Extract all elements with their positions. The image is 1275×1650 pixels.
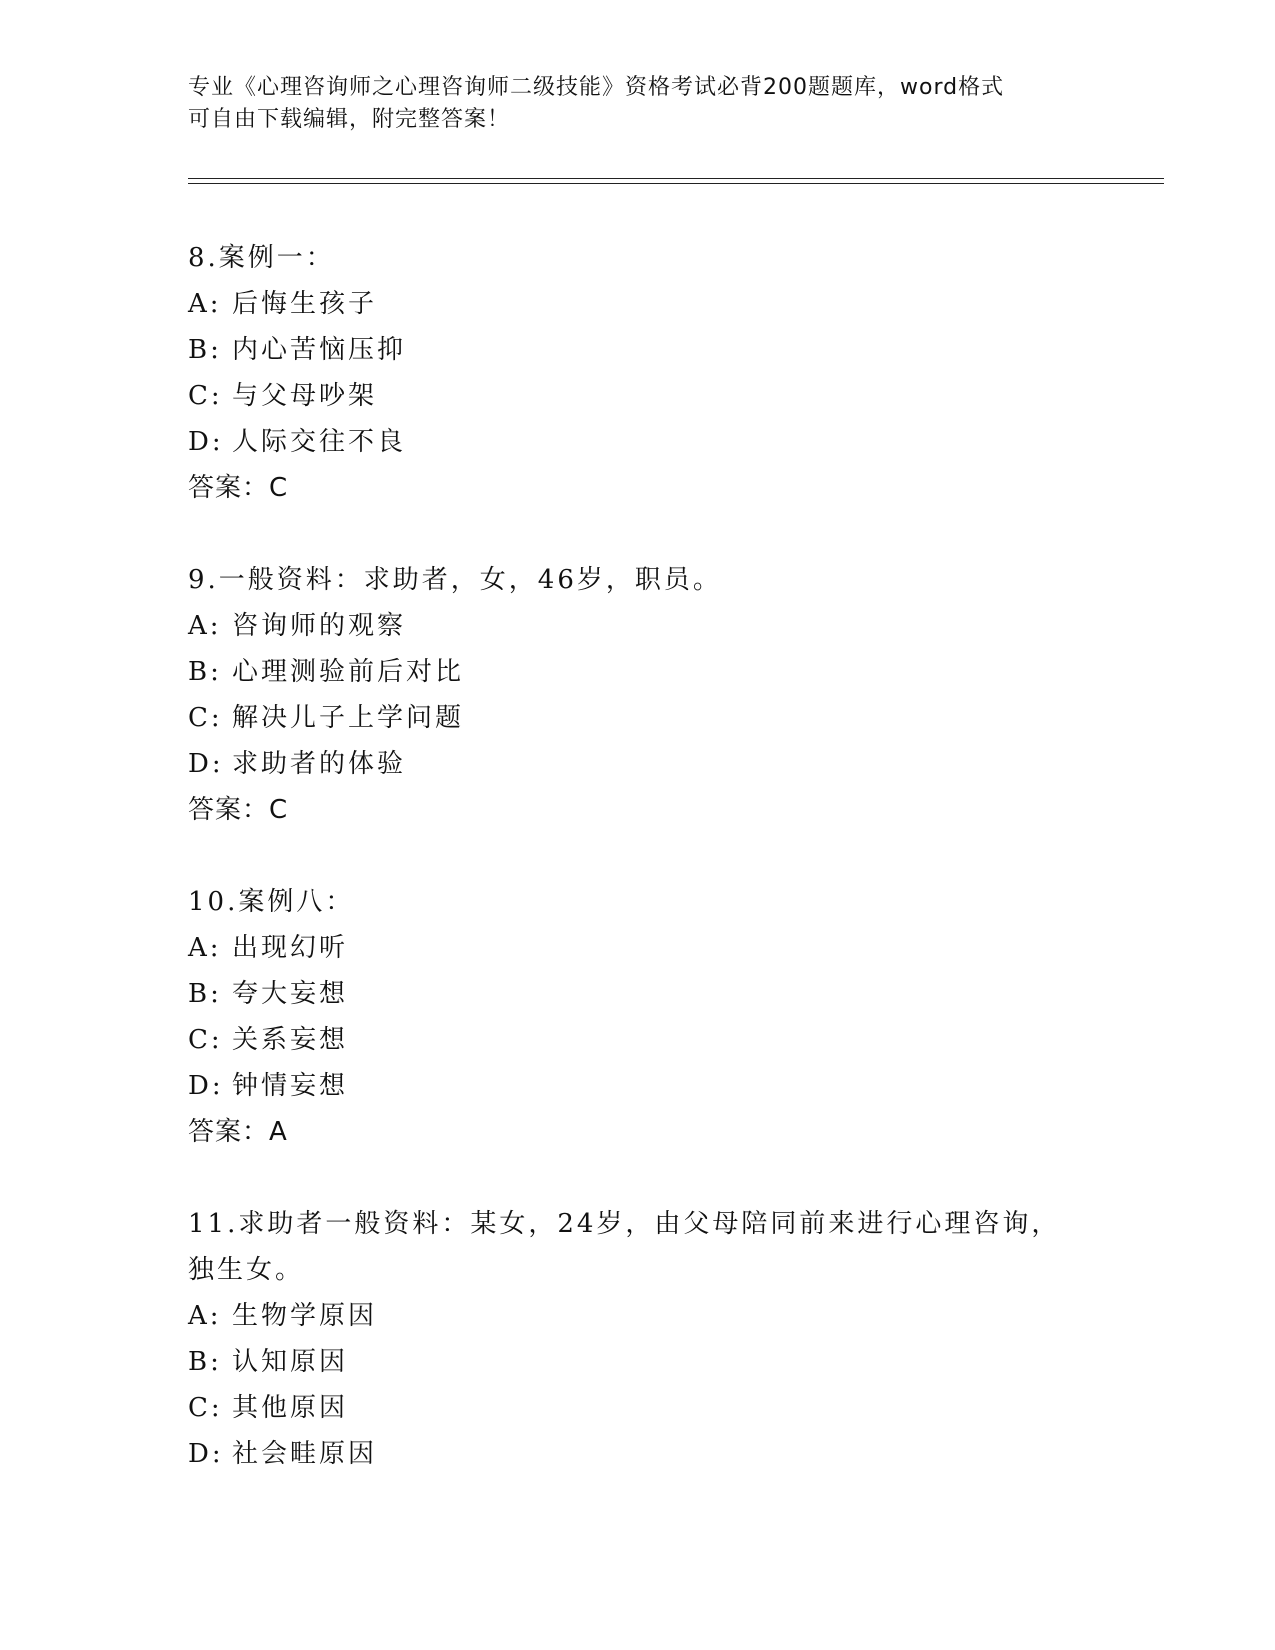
header-divider-top — [188, 178, 1164, 179]
option-text: 人际交往不良 — [232, 427, 407, 457]
option-text: 后悔生孩子 — [232, 289, 378, 319]
option-text: 夸大妄想 — [232, 979, 349, 1009]
option-b — [188, 649, 1088, 695]
option-key: C: — [188, 1393, 223, 1423]
option-key: A: — [188, 611, 222, 641]
option-key: D: — [188, 1439, 224, 1469]
option-key: D: — [188, 1071, 224, 1101]
option-d — [188, 1431, 1088, 1477]
option-a — [188, 603, 1088, 649]
option-text: 解决儿子上学问题 — [232, 703, 465, 733]
option-b — [188, 327, 1088, 373]
option-d — [188, 1063, 1088, 1109]
option-text: 咨询师的观察 — [232, 611, 407, 641]
option-text: 社会畦原因 — [232, 1439, 378, 1469]
option-key: B: — [188, 657, 222, 687]
option-key: B: — [188, 335, 222, 365]
question-text: 9.一般资料：求助者，女，46岁，职员。 — [188, 565, 722, 595]
option-text: 关系妄想 — [232, 1025, 349, 1055]
option-key: C: — [188, 381, 223, 411]
option-key: A: — [188, 1301, 222, 1331]
option-c — [188, 695, 1088, 741]
option-text: 钟情妄想 — [232, 1071, 349, 1101]
option-text: 出现幻听 — [232, 933, 349, 963]
question-11 — [188, 1201, 1088, 1477]
question-text: 10.案例八： — [188, 887, 355, 917]
question-10 — [188, 879, 1088, 1155]
option-c — [188, 1385, 1088, 1431]
document-header — [188, 72, 1088, 136]
option-key: D: — [188, 427, 224, 457]
answer-line: 答案：A — [188, 1117, 288, 1147]
option-key: A: — [188, 289, 222, 319]
option-key: B: — [188, 1347, 222, 1377]
option-text: 其他原因 — [232, 1393, 349, 1423]
answer-line: 答案：C — [188, 795, 289, 825]
option-c — [188, 373, 1088, 419]
option-a — [188, 925, 1088, 971]
option-key: C: — [188, 703, 223, 733]
option-d — [188, 419, 1088, 465]
option-key: C: — [188, 1025, 223, 1055]
option-d — [188, 741, 1088, 787]
header-line-1: 专业《心理咨询师之心理咨询师二级技能》资格考试必背200题题库，word格式 — [188, 75, 1005, 100]
option-b — [188, 1339, 1088, 1385]
option-text: 认知原因 — [232, 1347, 349, 1377]
option-b — [188, 971, 1088, 1017]
option-text: 求助者的体验 — [232, 749, 407, 779]
option-text: 生物学原因 — [232, 1301, 378, 1331]
option-a — [188, 1293, 1088, 1339]
option-a — [188, 281, 1088, 327]
option-c — [188, 1017, 1088, 1063]
question-text: 8.案例一： — [188, 243, 335, 273]
question-9 — [188, 557, 1088, 833]
question-text: 11.求助者一般资料：某女，24岁，由父母陪同前来进行心理咨询，独生女。 — [188, 1209, 1061, 1285]
header-divider-bottom — [188, 183, 1164, 184]
option-key: B: — [188, 979, 222, 1009]
answer-line: 答案：C — [188, 473, 289, 503]
question-list — [188, 235, 1088, 1523]
option-text: 与父母吵架 — [232, 381, 378, 411]
option-text: 心理测验前后对比 — [232, 657, 465, 687]
question-8 — [188, 235, 1088, 511]
header-line-2: 可自由下载编辑，附完整答案！ — [188, 107, 511, 132]
option-key: A: — [188, 933, 222, 963]
option-key: D: — [188, 749, 224, 779]
option-text: 内心苦恼压抑 — [232, 335, 407, 365]
